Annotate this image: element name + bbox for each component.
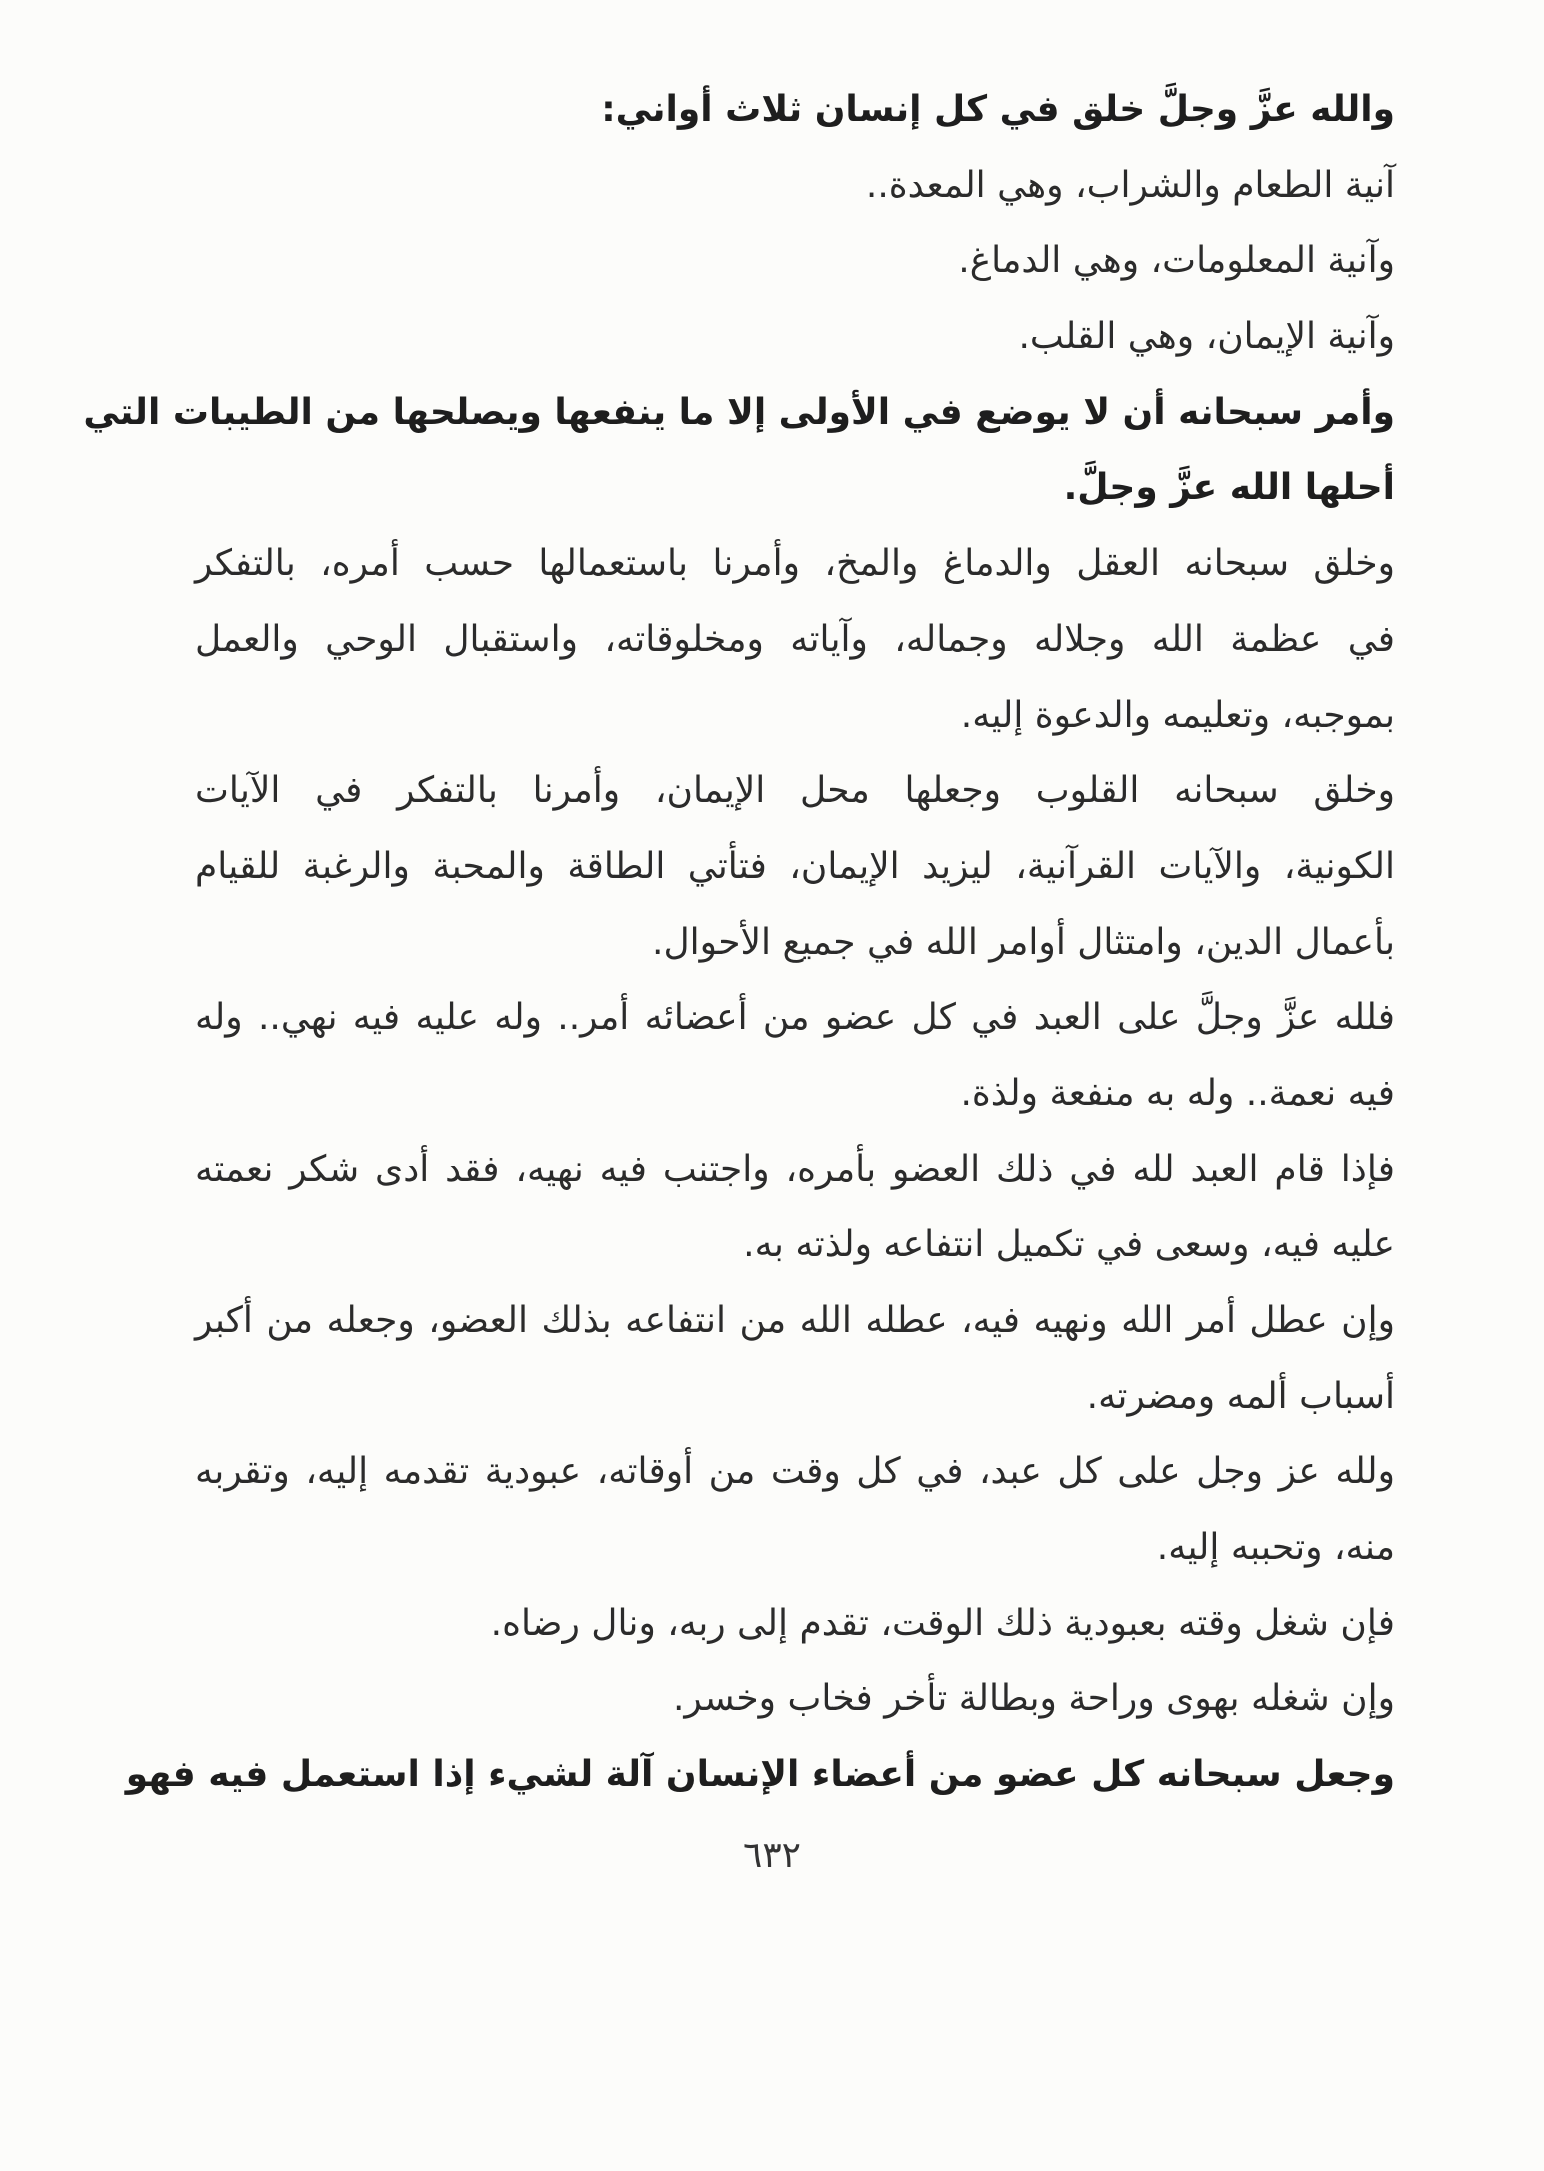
text-line: وخلق سبحانه العقل والدماغ والمخ، وأمرنا باستعمالها حسب أمره، بالتفكر [195, 543, 1395, 585]
text-line: فيه نعمة.. وله به منفعة ولذة. [960, 1072, 1395, 1114]
text-line: وآنية المعلومات، وهي الدماغ. [958, 240, 1395, 282]
text-line: منه، وتحببه إليه. [1156, 1527, 1395, 1569]
text-line: فإذا قام العبد لله في ذلك العضو بأمره، واجتنب فيه نهيه، فقد أدى شكر نعمته [195, 1148, 1395, 1190]
text-line: أحلها الله عزَّ وجلَّ. [1063, 467, 1395, 509]
text-line: بموجبه، وتعليمه والدعوة إليه. [960, 694, 1395, 736]
text-line: في عظمة الله وجلاله وجماله، وآياته ومخلوقاته، واستقبال الوحي والعمل [195, 618, 1395, 660]
text-line: وإن شغله بهوى وراحة وبطالة تأخر فخاب وخسر. [672, 1678, 1395, 1720]
text-line: الكونية، والآيات القرآنية، ليزيد الإيمان، فتأتي الطاقة والمحبة والرغبة للقيام [195, 845, 1395, 887]
text-line: وخلق سبحانه القلوب وجعلها محل الإيمان، وأمرنا بالتفكر في الآيات [195, 770, 1395, 812]
text-line: والله عزَّ وجلَّ خلق في كل إنسان ثلاث أواني: [601, 89, 1395, 130]
text-line: فلله عزَّ وجلَّ على العبد في كل عضو من أعضائه أمر.. وله عليه فيه نهي.. وله [195, 997, 1395, 1039]
page-number: ٦٣٢ [742, 1835, 801, 1876]
text-line: أسباب ألمه ومضرته. [1086, 1375, 1395, 1417]
text-line: ولله عز وجل على كل عبد، في كل وقت من أوقاته، عبودية تقدمه إليه، وتقربه [195, 1451, 1395, 1493]
text-line: وأمر سبحانه أن لا يوضع في الأولى إلا ما ينفعها ويصلحها من الطيبات التي [83, 391, 1395, 433]
text-line: وآنية الإيمان، وهي القلب. [1018, 316, 1395, 358]
text-line: فإن شغل وقته بعبودية ذلك الوقت، تقدم إلى ربه، ونال رضاه. [490, 1602, 1395, 1644]
page-body [83, 72, 1395, 1813]
text-line: وجعل سبحانه كل عضو من أعضاء الإنسان آلة لشيء إذا استعمل فيه فهو [125, 1754, 1395, 1796]
text-line: بأعمال الدين، وامتثال أوامر الله في جميع الأحوال. [652, 921, 1395, 963]
text-line: آنية الطعام والشراب، وهي المعدة.. [865, 164, 1395, 206]
text-line: وإن عطل أمر الله ونهيه فيه، عطله الله من انتفاعه بذلك العضو، وجعله من أكبر [195, 1300, 1395, 1341]
text-line: عليه فيه، وسعى في تكميل انتفاعه ولذته به. [743, 1224, 1395, 1266]
